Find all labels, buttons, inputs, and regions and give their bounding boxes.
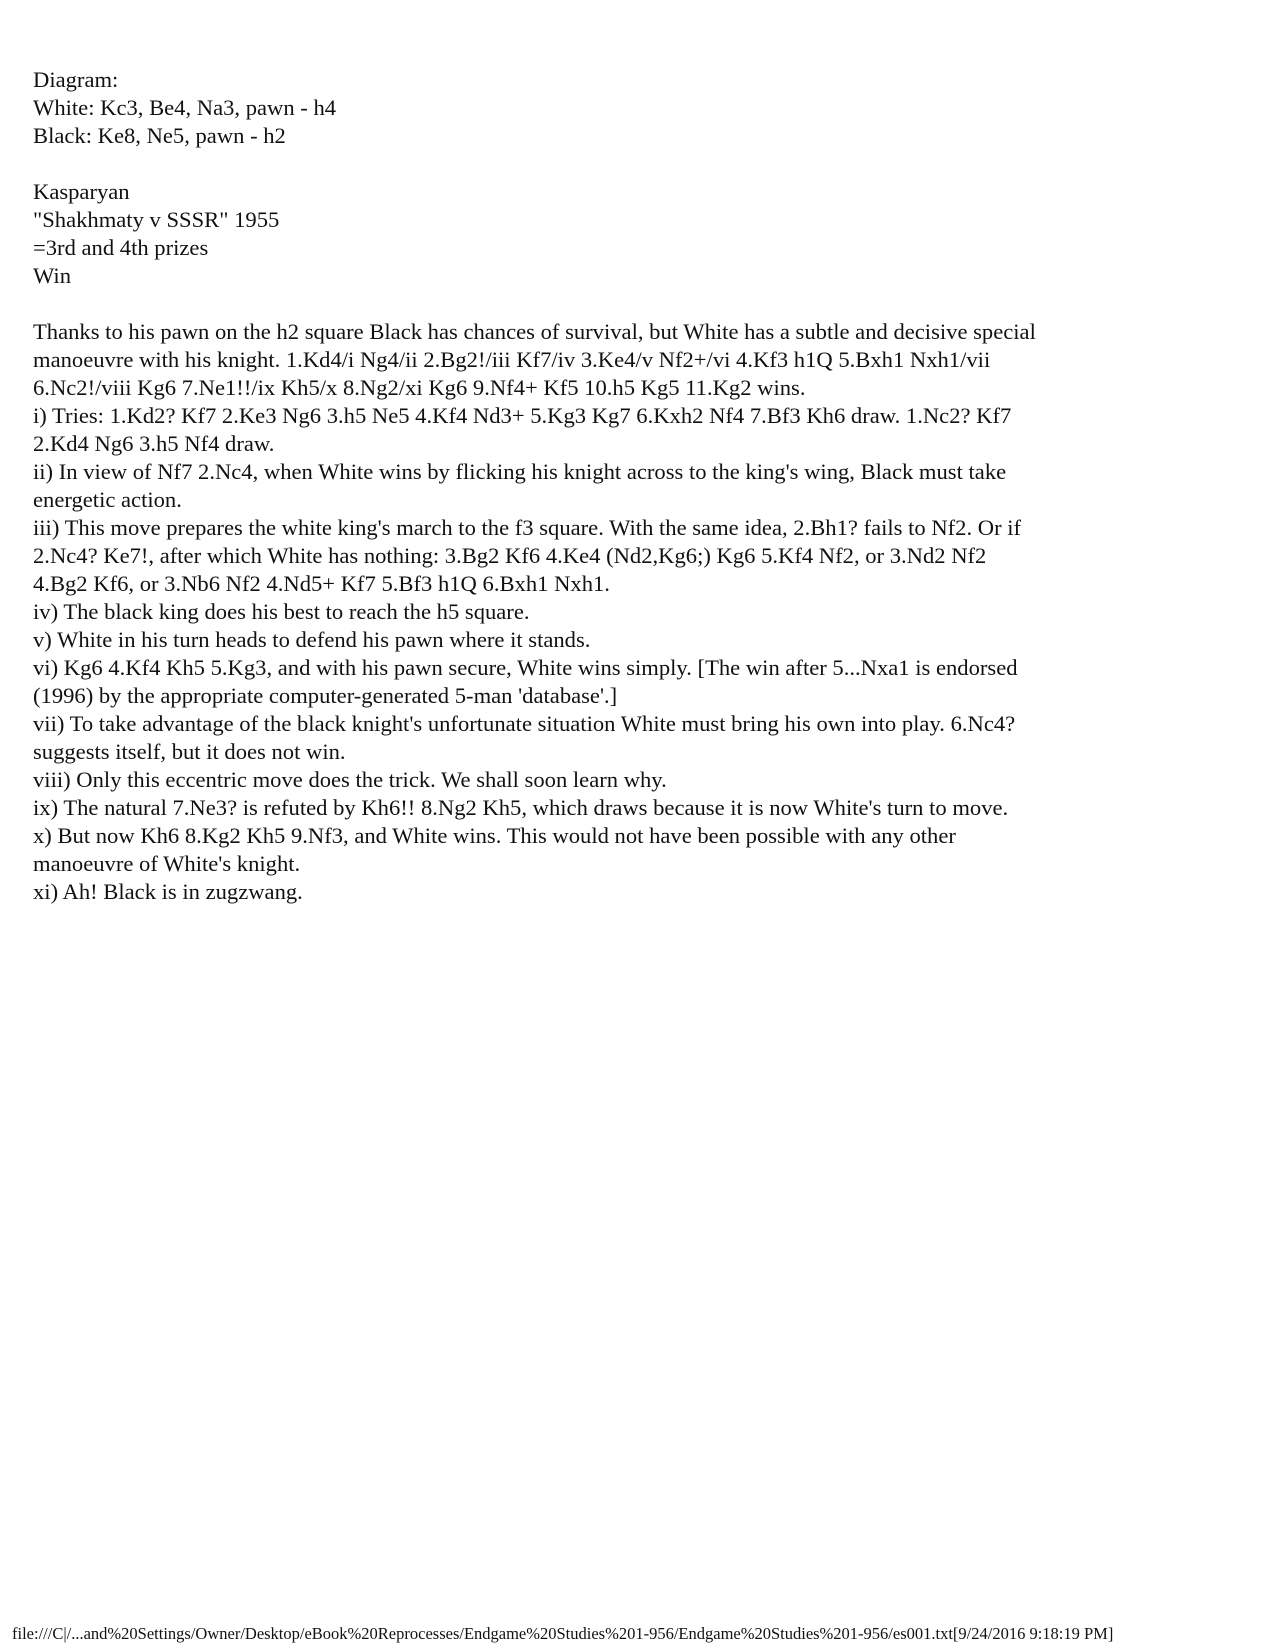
diagram-white-pieces: White: Kc3, Be4, Na3, pawn - h4 bbox=[33, 95, 337, 120]
study-author: Kasparyan bbox=[33, 179, 130, 204]
solution-intro: Thanks to his pawn on the h2 square Black has chances of survival, but White has a subtle and decisive special manoeuvre with his knight. 1.Kd4/i Ng4/ii 2.Bg2!/iii Kf7/iv 3.Ke4/v Nf2+/vi 4.Kf3 h1Q 5.Bxh1 Nxh1/vii 6.Nc2!/viii Kg6 7.Ne1!!/ix Kh5/x 8.Ng2/xi Kg6 9.Nf4+ Kf5 10.h5 Kg5 11.Kg2 wins. bbox=[33, 319, 1036, 400]
solution-note: x) But now Kh6 8.Kg2 Kh5 9.Nf3, and White wins. This would not have been possible with any other manoeuvre of White's knight. bbox=[33, 823, 956, 876]
solution-note: vii) To take advantage of the black knight's unfortunate situation White must bring his own into play. 6.Nc4? suggests itself, but it does not win. bbox=[33, 711, 1016, 764]
solution-note: ix) The natural 7.Ne3? is refuted by Kh6!! 8.Ng2 Kh5, which draws because it is now White's turn to move. bbox=[33, 795, 1009, 820]
solution-note: viii) Only this eccentric move does the trick. We shall soon learn why. bbox=[33, 767, 667, 792]
diagram-heading: Diagram: bbox=[33, 67, 119, 92]
solution-note: vi) Kg6 4.Kf4 Kh5 5.Kg3, and with his pawn secure, White wins simply. [The win after 5...Nxa1 is endorsed (1996) by the appropriate computer-generated 5-man 'database'.] bbox=[33, 655, 1018, 708]
solution-note: iii) This move prepares the white king's march to the f3 square. With the same idea, 2.Bh1? fails to Nf2. Or if 2.Nc4? Ke7!, after which White has nothing: 3.Bg2 Kf6 4.Ke4 (Nd2,Kg6;) Kg6 5.Kf4 Nf2, or 3.Nd2 Nf2 4.Bg2 Kf6, or 3.Nb6 Nf2 4.Nd5+ Kf7 5.Bf3 h1Q 6.Bxh1 Nxh1. bbox=[33, 515, 1022, 596]
spacer bbox=[33, 150, 1043, 178]
study-award: =3rd and 4th prizes bbox=[33, 235, 209, 260]
study-publication: "Shakhmaty v SSSR" 1955 bbox=[33, 207, 280, 232]
solution-note: ii) In view of Nf7 2.Nc4, when White wins by flicking his knight across to the king's wing, Black must take energetic action. bbox=[33, 459, 1007, 512]
diagram-black-pieces: Black: Ke8, Ne5, pawn - h2 bbox=[33, 123, 286, 148]
solution-note: iv) The black king does his best to reach the h5 square. bbox=[33, 599, 530, 624]
document-body bbox=[33, 66, 1043, 906]
study-stipulation: Win bbox=[33, 263, 71, 288]
solution-note: xi) Ah! Black is in zugzwang. bbox=[33, 879, 303, 904]
solution-note: i) Tries: 1.Kd2? Kf7 2.Ke3 Ng6 3.h5 Ne5 4.Kf4 Nd3+ 5.Kg3 Kg7 6.Kxh2 Nf4 7.Bf3 Kh6 draw. 1.Nc2? Kf7 2.Kd4 Ng6 3.h5 Nf4 draw. bbox=[33, 403, 1012, 456]
solution-note: v) White in his turn heads to defend his pawn where it stands. bbox=[33, 627, 591, 652]
spacer bbox=[33, 290, 1043, 318]
print-footer-path: file:///C|/...and%20Settings/Owner/Desktop/eBook%20Reprocesses/Endgame%20Studies%201-956/Endgame%20Studies%201-956/es001.txt[9/24/2016 9:18:19 PM] bbox=[12, 1624, 1114, 1643]
